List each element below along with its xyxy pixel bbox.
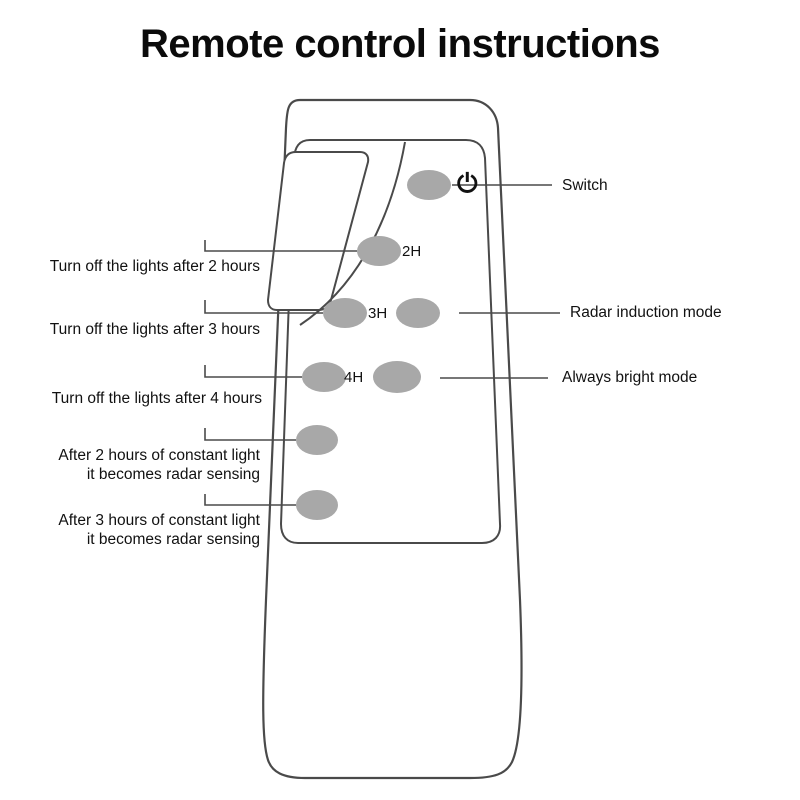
callout-switch: Switch bbox=[562, 177, 608, 194]
button-radar-mode[interactable] bbox=[396, 298, 440, 328]
callout-off-2h: Turn off the lights after 2 hours bbox=[49, 258, 260, 275]
callout-const-2h bbox=[0, 446, 260, 485]
callout-const-2h-line1: After 2 hours of constant light bbox=[58, 447, 260, 464]
callout-radar-induction-mode: Radar induction mode bbox=[570, 304, 722, 321]
button-const-3h-radar[interactable] bbox=[296, 490, 338, 520]
page-title: Remote control instructions bbox=[140, 22, 660, 66]
callout-always-bright-mode: Always bright mode bbox=[562, 369, 698, 386]
button-label-4h: 4H bbox=[344, 369, 364, 386]
button-label-2h: 2H bbox=[402, 243, 422, 260]
button-timer-2h[interactable] bbox=[357, 236, 401, 266]
button-label-3h: 3H bbox=[368, 305, 388, 322]
power-icon: ⏻ bbox=[457, 168, 478, 198]
callout-const-3h bbox=[0, 511, 260, 550]
callout-off-3h: Turn off the lights after 3 hours bbox=[49, 321, 260, 338]
button-always-bright[interactable] bbox=[373, 361, 421, 393]
callout-off-4h: Turn off the lights after 4 hours bbox=[51, 390, 262, 407]
callout-const-3h-line2: it becomes radar sensing bbox=[86, 531, 260, 549]
callout-const-2h-line2: it becomes radar sensing bbox=[86, 466, 260, 484]
button-const-2h-radar[interactable] bbox=[296, 425, 338, 455]
button-timer-3h[interactable] bbox=[323, 298, 367, 328]
button-timer-4h[interactable] bbox=[302, 362, 346, 392]
callout-const-3h-line1: After 3 hours of constant light bbox=[58, 512, 260, 529]
button-power[interactable] bbox=[407, 170, 451, 200]
